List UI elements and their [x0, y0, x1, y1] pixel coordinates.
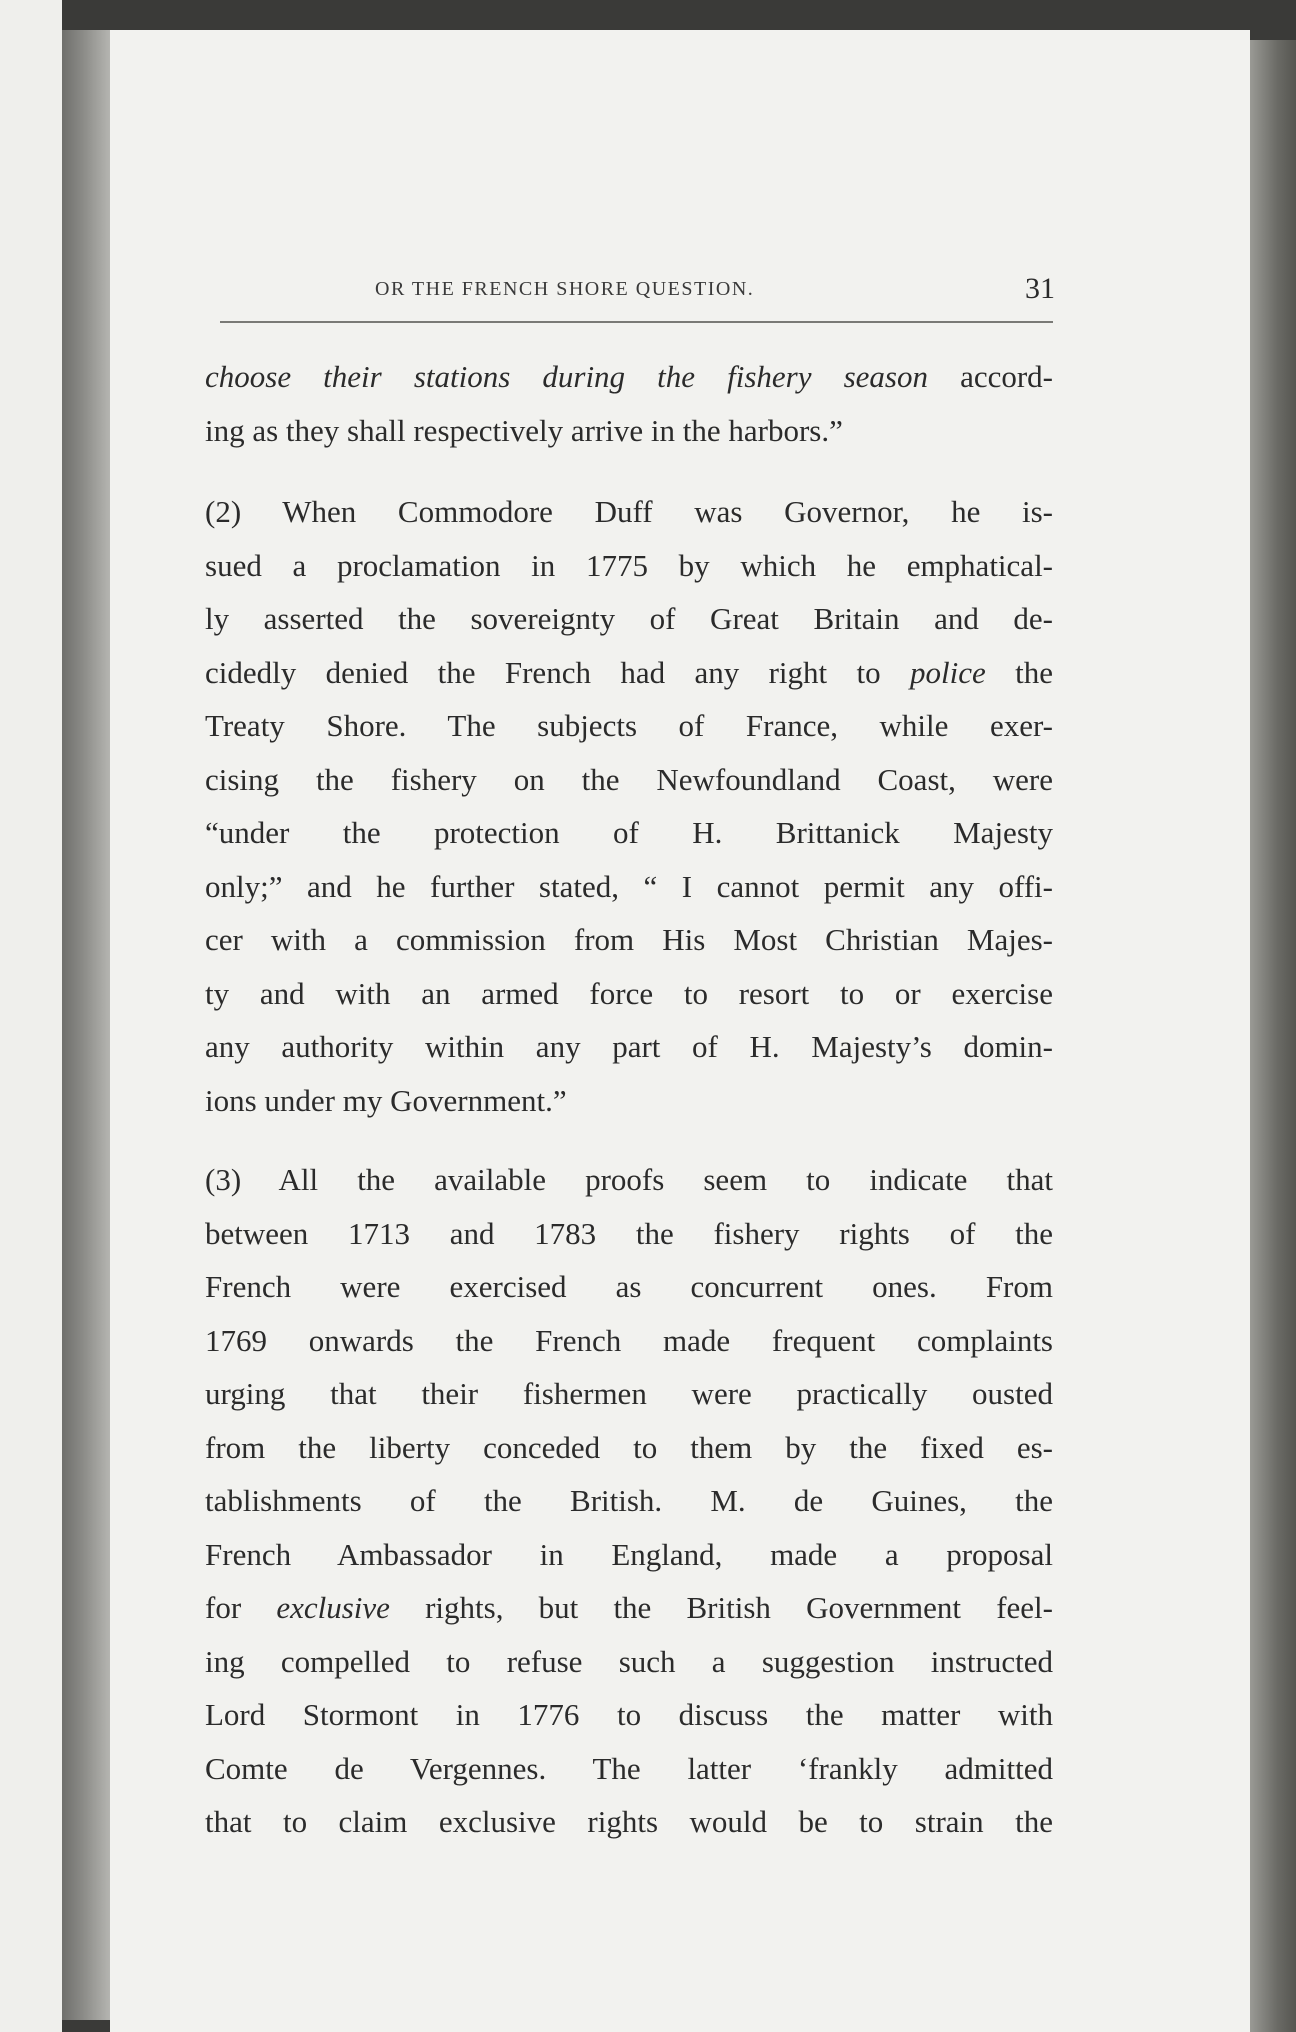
text-segment: Treaty Shore. The subjects of France, while exer-	[205, 708, 1053, 743]
italic-text: exclusive	[276, 1590, 390, 1625]
text-segment: French were exercised as concurrent ones. From	[205, 1269, 1053, 1304]
text-segment: the	[985, 654, 1053, 690]
text-line	[205, 1020, 1053, 1074]
text-line	[205, 1688, 1053, 1742]
text-segment: (3) All the available proofs seem to indicate that	[205, 1162, 1053, 1197]
text-line	[205, 753, 1053, 807]
text-segment: (2) When Commodore Duff was Governor, he is-	[205, 494, 1053, 529]
paragraph-3	[205, 1153, 1053, 1849]
book-gutter-shadow	[62, 30, 110, 2020]
text-segment: ing compelled to refuse such a suggestion instructed	[205, 1643, 1053, 1679]
text-line	[205, 1742, 1053, 1796]
text-line	[205, 350, 1053, 404]
text-line	[205, 1074, 1053, 1128]
text-segment: cidedly denied the French had any right to	[205, 654, 910, 690]
text-segment: Lord Stormont in 1776 to discuss the matter with	[205, 1697, 1053, 1732]
text-segment: ions under my Government.”	[205, 1082, 567, 1118]
text-line	[205, 699, 1053, 753]
text-line	[205, 1795, 1053, 1849]
text-segment: only;” and he further stated, “ I cannot permit any offi-	[205, 868, 1053, 904]
text-line	[205, 539, 1053, 593]
text-segment: any authority within any part of H. Majesty’s domin-	[205, 1029, 1053, 1064]
text-segment: cer with a commission from His Most Christian Majes-	[205, 922, 1053, 957]
text-segment: ing as they shall respectively arrive in the harbors.”	[205, 412, 843, 448]
text-line	[205, 485, 1053, 539]
text-line	[205, 1474, 1053, 1528]
running-head: OR THE FRENCH SHORE QUESTION.	[375, 278, 755, 300]
text-segment: urging that their fishermen were practically ousted	[205, 1376, 1053, 1411]
text-line	[205, 1635, 1053, 1689]
text-line	[205, 1314, 1053, 1368]
text-segment: rights, but the British Government feel-	[389, 1590, 1053, 1625]
text-line	[205, 1260, 1053, 1314]
text-line	[205, 860, 1053, 914]
text-line	[205, 1153, 1053, 1207]
text-line	[205, 1581, 1053, 1635]
text-segment: for	[205, 1590, 277, 1625]
text-segment: tablishments of the British. M. de Guines, the	[205, 1483, 1053, 1518]
text-segment: 1769 onwards the French made frequent complaints	[205, 1322, 1053, 1358]
text-segment: French Ambassador in England, made a proposal	[205, 1536, 1053, 1572]
text-segment: “under the protection of H. Brittanick Majesty	[205, 815, 1053, 850]
text-line	[205, 1421, 1053, 1475]
paragraph-2	[205, 485, 1053, 1127]
text-segment: that to claim exclusive rights would be to strain the	[205, 1804, 1053, 1839]
text-segment: ty and with an armed force to resort to or exercise	[205, 975, 1053, 1011]
italic-text: police	[910, 654, 986, 690]
text-line	[205, 913, 1053, 967]
header-rule	[220, 321, 1053, 323]
page-number: 31	[1025, 272, 1055, 305]
body-text	[205, 350, 1053, 1849]
text-line	[205, 646, 1053, 700]
text-segment: cising the fishery on the Newfoundland Coast, were	[205, 761, 1053, 797]
text-line	[205, 1528, 1053, 1582]
text-segment: ly asserted the sovereignty of Great Britain and de-	[205, 601, 1053, 636]
page-stack-edge	[1250, 40, 1296, 2032]
text-segment: accord-	[927, 359, 1053, 394]
text-segment: Comte de Vergennes. The latter ‘frankly admitted	[205, 1750, 1053, 1786]
left-page-edge	[0, 0, 62, 2032]
text-line	[205, 1367, 1053, 1421]
text-line	[205, 1207, 1053, 1261]
italic-text: choose their stations during the fishery season	[205, 359, 928, 394]
page-header	[375, 272, 1055, 318]
text-line	[205, 806, 1053, 860]
text-segment: between 1713 and 1783 the fishery rights of the	[205, 1215, 1053, 1251]
text-segment: from the liberty conceded to them by the fixed es-	[205, 1429, 1053, 1465]
text-line	[205, 404, 1053, 458]
paragraph-continuation	[205, 350, 1053, 457]
text-line	[205, 967, 1053, 1021]
text-segment: sued a proclamation in 1775 by which he emphatical-	[205, 547, 1053, 583]
text-line	[205, 592, 1053, 646]
